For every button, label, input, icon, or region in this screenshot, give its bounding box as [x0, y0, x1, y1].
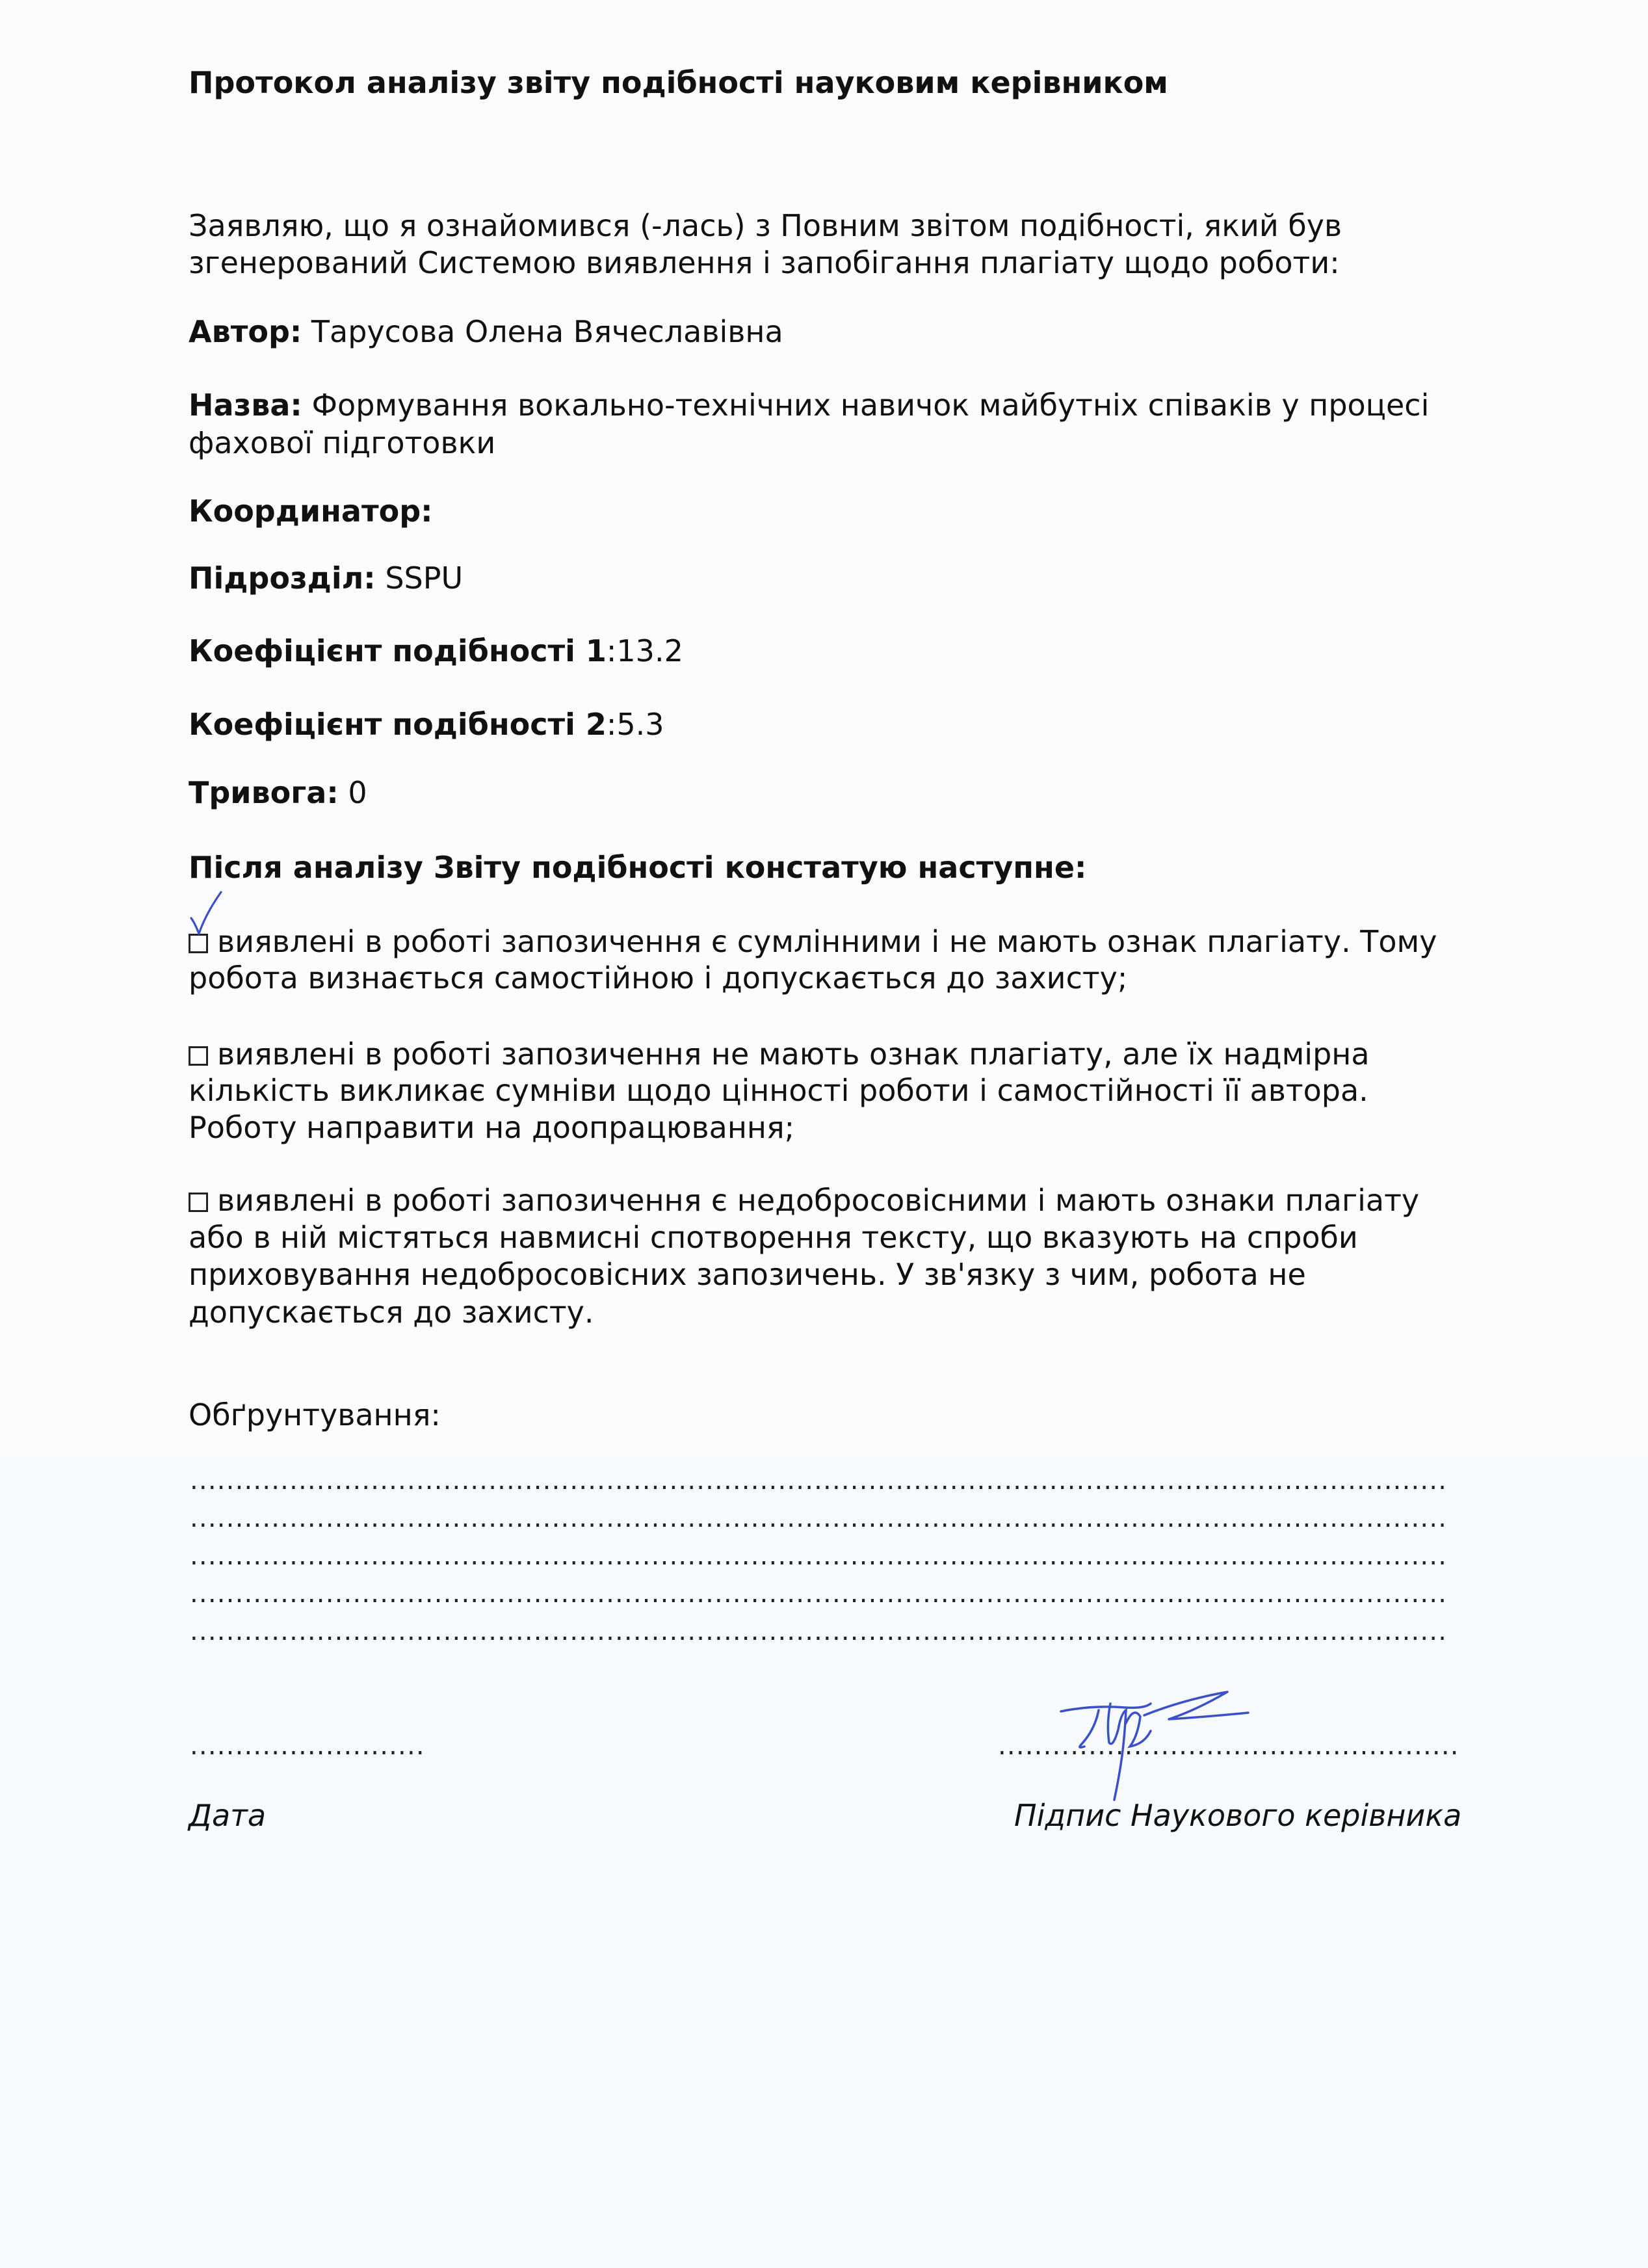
page-title: Протокол аналізу звіту подібності науковим керівником: [189, 65, 1168, 100]
option-3-text-3: приховування недобросовісних запозичень. У зв'язку з чим, робота не: [189, 1257, 1306, 1292]
unit-label: Підрозділ:: [189, 560, 376, 596]
option-3-line-1: [189, 1181, 1419, 1219]
author-value: Тарусова Олена Вячеславівна: [311, 314, 783, 349]
signature-mark: [1053, 1684, 1261, 1808]
date-line: ..........................: [190, 1731, 425, 1761]
coefficient-1-value: :13.2: [606, 633, 683, 668]
alarm-row: [189, 774, 367, 811]
coefficient-1-label: Коефіцієнт подібності 1: [189, 633, 607, 668]
intro-line-1: Заявляю, що я ознайомився (-лась) з Повним звітом подібності, який був: [189, 208, 1342, 243]
option-1-text-2: робота визнається самостійною і допускається до захисту;: [189, 960, 1128, 996]
coefficient-2-value: :5.3: [606, 707, 664, 742]
signature-line: ...................................................: [998, 1731, 1459, 1761]
option-3-text-1: виявлені в роботі запозичення є недобросовісними і мають ознаки плагіату: [217, 1183, 1420, 1218]
coefficient-2-row: [189, 705, 664, 743]
coefficient-1-row: [189, 632, 683, 670]
intro-line-2: згенерований Системою виявлення і запобігання плагіату щодо роботи:: [189, 245, 1340, 280]
option-3-text-2: або в ній містяться навмисні спотворення тексту, що вказують на спроби: [189, 1220, 1358, 1255]
option-2-line-1: [189, 1035, 1370, 1073]
justification-line-2: ...........................................................................................................................................: [190, 1503, 1448, 1533]
option-1-text-1: виявлені в роботі запозичення є сумлінними і не мають ознак плагіату. Тому: [217, 924, 1437, 959]
option-2-text-1: виявлені в роботі запозичення не мають ознак плагіату, але їх надмірна: [217, 1036, 1370, 1072]
justification-line-5: ...........................................................................................................................................: [190, 1616, 1448, 1646]
option-1-line-1: [189, 923, 1437, 960]
conclusion-heading: Після аналізу Звіту подібності констатую наступне:: [189, 850, 1087, 885]
checkmark-icon: [189, 891, 228, 943]
title-value-line-2: фахової підготовки: [189, 425, 496, 460]
unit-row: [189, 559, 463, 597]
justification-line-1: ...........................................................................................................................................: [190, 1466, 1448, 1496]
date-label: Дата: [189, 1798, 267, 1833]
option-3-checkbox[interactable]: [189, 1193, 208, 1212]
author-row: [189, 313, 783, 350]
option-3-text-4: допускається до захисту.: [189, 1295, 594, 1330]
justification-line-4: ...........................................................................................................................................: [190, 1579, 1448, 1609]
option-2-text-2: кількість викликає сумніви щодо цінності роботи і самостійності її автора.: [189, 1073, 1368, 1108]
title-row: [189, 386, 1429, 424]
title-value-line-1: Формування вокально-технічних навичок майбутніх співаків у процесі: [311, 388, 1430, 423]
justification-line-3: ...........................................................................................................................................: [190, 1541, 1448, 1571]
unit-value: SSPU: [385, 560, 464, 596]
alarm-label: Тривога:: [189, 775, 339, 810]
option-2-checkbox[interactable]: [189, 1046, 208, 1066]
justification-label: Обґрунтування:: [189, 1397, 441, 1432]
signature-label: Підпис Наукового керівника: [1014, 1798, 1462, 1833]
coordinator-label: Координатор:: [189, 494, 433, 529]
alarm-value: 0: [348, 775, 367, 810]
coefficient-2-label: Коефіцієнт подібності 2: [189, 707, 607, 742]
author-label: Автор:: [189, 314, 302, 349]
option-2-text-3: Роботу направити на доопрацювання;: [189, 1110, 795, 1145]
title-label: Назва:: [189, 388, 302, 423]
